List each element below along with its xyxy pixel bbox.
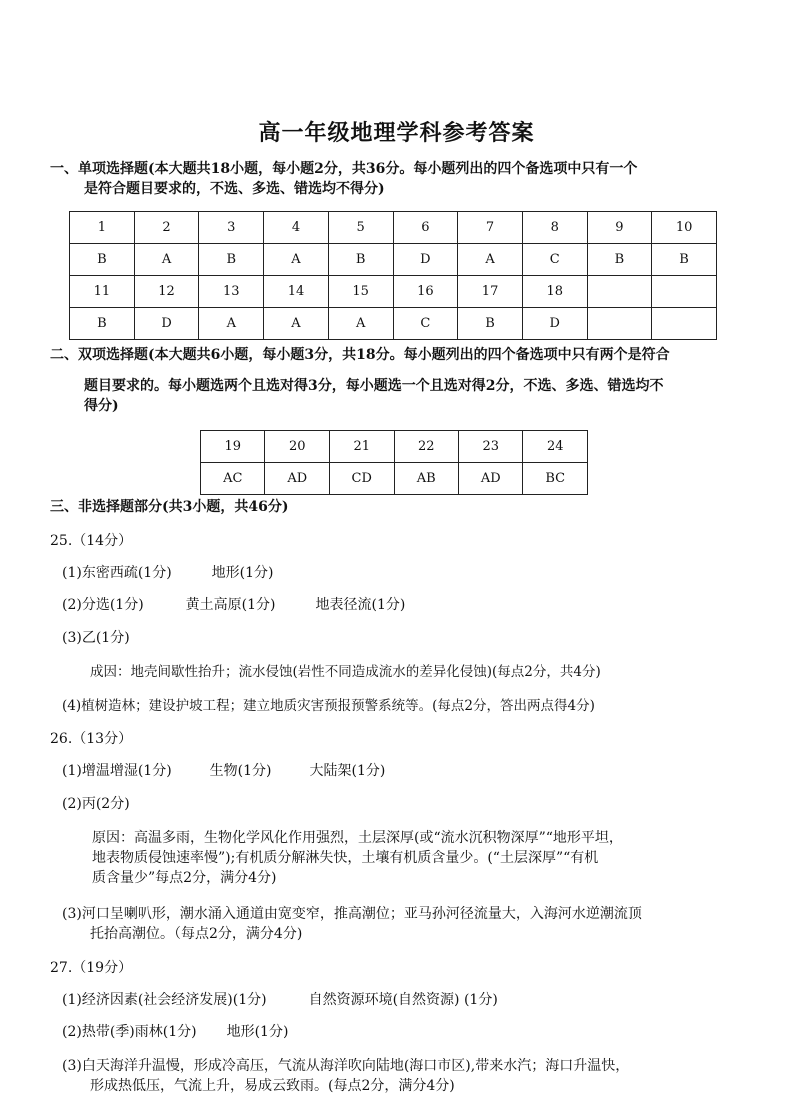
- q25-a2b: 黄土高原(1分): [185, 597, 276, 613]
- q26-a1c: 大陆架(1分): [309, 763, 386, 779]
- q26-answer-1: [62, 761, 385, 781]
- q26-a3-line: (3)河口呈喇叭形，潮水涌入通道由宽变窄，推高潮位；亚马孙河径流量大，入海河水逆潮流顶: [62, 906, 642, 922]
- table-cell: 15: [328, 276, 393, 308]
- table-row: [70, 244, 717, 276]
- section2-heading: [50, 345, 670, 365]
- table-cell: B: [70, 308, 135, 340]
- q25-a3-reason: 成因：地壳间歇性抬升；流水侵蚀(岩性不同造成流水的差异化侵蚀)(每点2分，共4分): [90, 664, 601, 680]
- table-cell: 10: [652, 212, 717, 244]
- single-choice-answer-table: [69, 211, 717, 340]
- q27-answer-1: [62, 990, 498, 1010]
- table-cell: 18: [522, 276, 587, 308]
- q25-a2: (2)分选(1分): [62, 597, 144, 613]
- q25-a3: (3)乙(1分): [62, 630, 130, 646]
- table-cell: [587, 308, 652, 340]
- table-cell: BC: [523, 463, 588, 495]
- table-cell: 7: [458, 212, 523, 244]
- table-cell: D: [393, 244, 458, 276]
- table-cell: 20: [265, 431, 330, 463]
- table-cell: C: [393, 308, 458, 340]
- table-cell: 22: [394, 431, 458, 463]
- section2-line2: 题目要求的。每小题选两个且选对得3分，每小题选一个且选对得2分，不选、多选、错选均不: [84, 378, 664, 394]
- q26-a3: [62, 904, 752, 944]
- table-cell: C: [522, 244, 587, 276]
- table-cell: B: [652, 244, 717, 276]
- table-cell: [587, 276, 652, 308]
- table-cell: [652, 276, 717, 308]
- table-cell: 2: [134, 212, 199, 244]
- table-cell: 19: [201, 431, 265, 463]
- table-cell: AD: [458, 463, 523, 495]
- table-cell: 8: [522, 212, 587, 244]
- q27-a3: [62, 1056, 762, 1096]
- q25-a4: (4)植树造林；建设护坡工程；建立地质灾害预报预警系统等。(每点2分，答出两点得4分): [62, 698, 595, 714]
- table-cell: A: [264, 308, 329, 340]
- q25-answer-1: [62, 563, 274, 583]
- q27-heading: 27.（19分）: [50, 960, 133, 976]
- table-cell: 13: [199, 276, 264, 308]
- q27-a3-line: (3)白天海洋升温慢，形成冷高压，气流从海洋吹向陆地(海口市区),带来水汽；海口升温快，: [62, 1058, 630, 1074]
- q27-a1b: 自然资源环境(自然资源) (1分): [308, 992, 498, 1008]
- section1-line2: 是符合题目要求的，不选、多选、错选均不得分): [84, 181, 385, 197]
- q26-a2-reason-line: 地表物质侵蚀速率慢”);有机质分解淋失快，土壤有机质含量少。(“土层深厚”“有机: [92, 850, 599, 866]
- q25-a2c: 地表径流(1分): [315, 597, 406, 613]
- q25-heading: 25.（14分）: [50, 533, 133, 549]
- q27-a2: (2)热带(季)雨林(1分): [62, 1024, 197, 1040]
- section2-heading-cont: [84, 376, 663, 416]
- q26-a2-reason-line: 原因：高温多雨，生物化学风化作用强烈，土层深厚(或“流水沉积物深厚”“地形平坦，: [92, 830, 623, 846]
- table-cell: B: [328, 244, 393, 276]
- q27-answer-2: [62, 1022, 288, 1042]
- section1-line1: 一、单项选择题(本大题共18小题，每小题2分，共36分。每小题列出的四个备选项中只有一个: [50, 161, 638, 177]
- table-cell: 14: [264, 276, 329, 308]
- table-cell: A: [264, 244, 329, 276]
- table-cell: CD: [329, 463, 394, 495]
- table-cell: AB: [394, 463, 458, 495]
- table-cell: AC: [201, 463, 265, 495]
- q27-a1: (1)经济因素(社会经济发展)(1分): [62, 992, 267, 1008]
- table-cell: A: [328, 308, 393, 340]
- q26-a2-reason-line: 质含量少”每点2分，满分4分): [92, 870, 277, 886]
- q26-a3-line: 托抬高潮位。（每点2分，满分4分): [90, 926, 303, 942]
- q27-a3-line: 形成热低压，气流上升，易成云致雨。(每点2分，满分4分): [90, 1078, 455, 1094]
- table-cell: 23: [458, 431, 523, 463]
- table-cell: 11: [70, 276, 135, 308]
- section2-line1: 二、双项选择题(本大题共6小题，每小题3分，共18分。每小题列出的四个备选项中只有两个是符合: [50, 347, 670, 363]
- table-row: [70, 276, 717, 308]
- table-cell: 1: [70, 212, 135, 244]
- table-cell: A: [134, 244, 199, 276]
- q26-a1b: 生物(1分): [209, 763, 272, 779]
- table-row: [201, 463, 588, 495]
- table-cell: [652, 308, 717, 340]
- table-cell: 12: [134, 276, 199, 308]
- q26-heading: 26.（13分）: [50, 731, 133, 747]
- section3-heading: 三、非选择题部分(共3小题，共46分): [50, 499, 289, 515]
- section2-line3: 得分): [84, 398, 119, 414]
- table-cell: 17: [458, 276, 523, 308]
- table-cell: 24: [523, 431, 588, 463]
- table-cell: 3: [199, 212, 264, 244]
- table-cell: B: [458, 308, 523, 340]
- table-cell: B: [70, 244, 135, 276]
- q26-a2: (2)丙(2分): [62, 796, 130, 812]
- table-cell: 9: [587, 212, 652, 244]
- table-cell: B: [199, 244, 264, 276]
- table-cell: AD: [265, 463, 330, 495]
- q25-a1b: 地形(1分): [211, 565, 274, 581]
- q26-a2-reason: [92, 828, 752, 888]
- q26-a1: (1)增温增湿(1分): [62, 763, 172, 779]
- table-cell: 5: [328, 212, 393, 244]
- table-row: [70, 308, 717, 340]
- q25-answer-2: [62, 595, 405, 615]
- table-row: [201, 431, 588, 463]
- table-cell: A: [458, 244, 523, 276]
- page-title: 高一年级地理学科参考答案: [258, 120, 535, 146]
- double-choice-answer-table: [200, 430, 588, 495]
- table-cell: 6: [393, 212, 458, 244]
- table-cell: D: [134, 308, 199, 340]
- table-cell: 21: [329, 431, 394, 463]
- table-cell: A: [199, 308, 264, 340]
- table-cell: D: [522, 308, 587, 340]
- table-cell: 4: [264, 212, 329, 244]
- q27-a2b: 地形(1分): [226, 1024, 289, 1040]
- section1-heading: [50, 159, 637, 199]
- table-row: [70, 212, 717, 244]
- table-cell: B: [587, 244, 652, 276]
- table-cell: 16: [393, 276, 458, 308]
- q25-a1: (1)东密西疏(1分): [62, 565, 172, 581]
